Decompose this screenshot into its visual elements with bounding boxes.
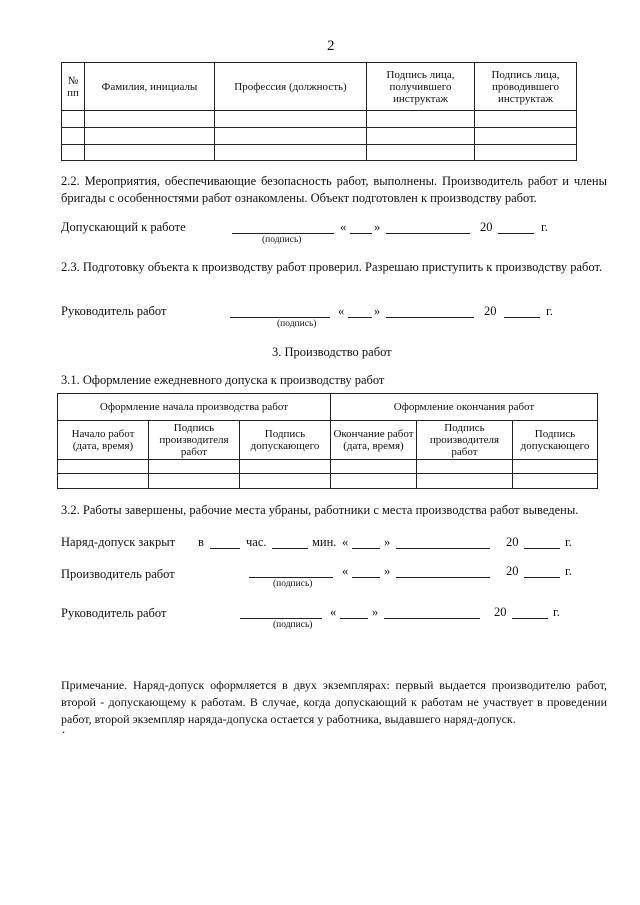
year-suffix: г. <box>541 220 548 234</box>
year-line[interactable] <box>524 577 560 578</box>
daily-admission-table <box>57 393 598 489</box>
year-prefix: 20 <box>494 605 507 619</box>
note-text: Примечание. Наряд-допуск оформляется в двух экземплярах: первый выдается производителю работ, второй - допускающему к работам. В случае, когда допускающий к работам не участвует в проведении работ, второй экземпляр наряда-допуска остается у работника, выдавшего наряд-допуск. <box>61 678 607 726</box>
quote-close: » <box>372 605 379 619</box>
day-line[interactable] <box>352 548 380 549</box>
table-row <box>62 145 577 161</box>
month-line[interactable] <box>396 577 490 578</box>
quote-open: « <box>342 535 349 549</box>
day-line[interactable] <box>340 618 368 619</box>
th-conducted-signature: Подпись лица, проводившего инструктаж <box>475 63 577 111</box>
signature-line[interactable] <box>232 233 334 234</box>
quote-open: « <box>338 304 345 318</box>
briefing-table <box>61 62 577 161</box>
year-line[interactable] <box>504 317 540 318</box>
th-foreman-signature: Подпись производителя работ <box>149 421 240 460</box>
section-2-3-text: 2.3. Подготовку объекта к производству работ проверил. Разрешаю приступить к производству работ. <box>61 260 603 274</box>
section-2-2-text: 2.2. Мероприятия, обеспечивающие безопасность работ, выполнены. Производитель работ и члены бригады с особенностями работ ознакомлены. Объект подготовлен к производству работ. <box>61 174 607 205</box>
manager-label-final: Руководитель работ <box>61 606 167 620</box>
signature-line[interactable] <box>249 577 333 578</box>
quote-open: « <box>342 564 349 578</box>
day-line[interactable] <box>350 233 372 234</box>
th-start-group: Оформление начала производства работ <box>58 394 331 421</box>
th-start-time: Начало работ (дата, время) <box>58 421 149 460</box>
closed-label: Наряд-допуск закрыт <box>61 535 176 549</box>
th-received-signature: Подпись лица, получившего инструктаж <box>367 63 475 111</box>
signature-hint: (подпись) <box>262 235 302 245</box>
quote-close: » <box>374 304 381 318</box>
quote-open: « <box>340 220 347 234</box>
quote-close: » <box>374 220 381 234</box>
table-row <box>62 111 577 128</box>
th-profession: Профессия (должность) <box>215 63 367 111</box>
hours-label: час. <box>246 535 267 549</box>
year-suffix: г. <box>565 564 572 578</box>
month-line[interactable] <box>386 317 474 318</box>
th-admitting-signature: Подпись допускающего <box>240 421 331 460</box>
month-line[interactable] <box>384 618 480 619</box>
th-foreman-signature-end: Подпись производителя работ <box>417 421 513 460</box>
th-number: № пп <box>62 63 85 111</box>
signature-line[interactable] <box>230 317 330 318</box>
manager-label: Руководитель работ <box>61 304 167 318</box>
day-line[interactable] <box>348 317 372 318</box>
th-name: Фамилия, инициалы <box>85 63 215 111</box>
signature-hint: (подпись) <box>273 620 313 630</box>
th-end-group: Оформление окончания работ <box>331 394 598 421</box>
section-3-2-text: 3.2. Работы завершены, рабочие места убраны, работники с места производства работ выведены. <box>61 503 579 517</box>
signature-line[interactable] <box>240 618 322 619</box>
signature-hint: (подпись) <box>277 319 317 329</box>
year-prefix: 20 <box>484 304 497 318</box>
signature-hint: (подпись) <box>273 579 313 589</box>
month-line[interactable] <box>386 233 470 234</box>
year-suffix: г. <box>553 605 560 619</box>
year-suffix: г. <box>546 304 553 318</box>
minutes-label: мин. <box>312 535 337 549</box>
table-row <box>62 128 577 145</box>
hour-line[interactable] <box>210 548 240 549</box>
section-3-title: 3. Производство работ <box>272 345 392 359</box>
foreman-label: Производитель работ <box>61 567 175 581</box>
year-prefix: 20 <box>506 535 519 549</box>
in-label: в <box>198 535 204 549</box>
year-line[interactable] <box>524 548 560 549</box>
admitting-label: Допускающий к работе <box>61 220 186 234</box>
day-line[interactable] <box>352 577 380 578</box>
year-prefix: 20 <box>480 220 493 234</box>
table-row <box>58 474 598 489</box>
minute-line[interactable] <box>272 548 308 549</box>
section-3-1-title: 3.1. Оформление ежедневного допуска к производству работ <box>61 373 385 387</box>
quote-open: « <box>330 605 337 619</box>
year-suffix: г. <box>565 535 572 549</box>
year-line[interactable] <box>498 233 534 234</box>
th-end-time: Окончание работ (дата, время) <box>331 421 417 460</box>
year-line[interactable] <box>512 618 548 619</box>
page-number: 2 <box>327 38 335 54</box>
th-admitting-signature-end: Подпись допускающего <box>513 421 598 460</box>
table-row <box>58 460 598 474</box>
quote-close: » <box>384 535 391 549</box>
year-prefix: 20 <box>506 564 519 578</box>
stray-mark: . <box>62 722 66 736</box>
month-line[interactable] <box>396 548 490 549</box>
quote-close: » <box>384 564 391 578</box>
